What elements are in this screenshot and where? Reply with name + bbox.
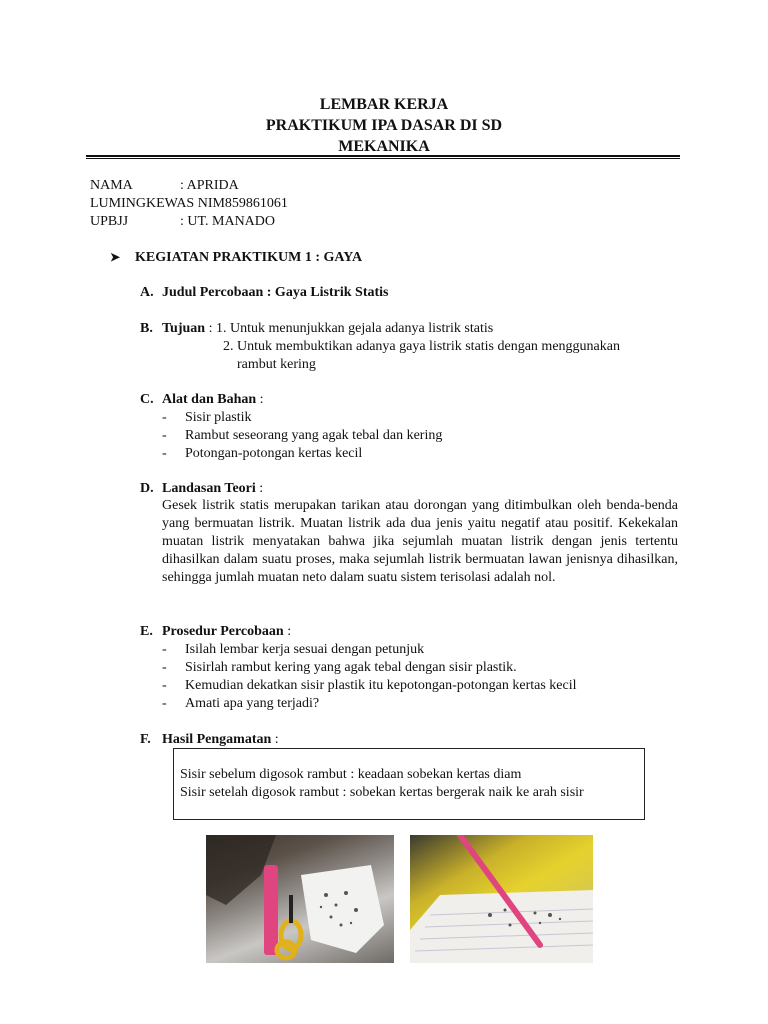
list-dash: - bbox=[162, 696, 167, 711]
observation-line-1: Sisir sebelum digosok rambut : keadaan sobekan kertas diam bbox=[180, 767, 522, 782]
section-f-heading bbox=[140, 731, 279, 749]
prosedur-list bbox=[162, 641, 577, 713]
page-title bbox=[0, 94, 768, 157]
title-line-3: MEKANIKA bbox=[338, 138, 430, 155]
identity-upbjj-row bbox=[90, 213, 288, 231]
photo-1-drawing bbox=[206, 835, 394, 963]
title-line-2: PRAKTIKUM IPA DASAR DI SD bbox=[265, 117, 503, 134]
section-a-heading bbox=[140, 284, 389, 302]
section-e-letter: E. bbox=[140, 624, 153, 639]
section-c-letter: C. bbox=[140, 392, 154, 407]
list-item-text: Isilah lembar kerja sesuai dengan petunjuk bbox=[185, 642, 425, 657]
identity-nama-row bbox=[90, 177, 288, 195]
list-item-text: Sisirlah rambut kering yang agak tebal dengan sisir plastik. bbox=[185, 660, 517, 675]
section-d-letter: D. bbox=[140, 481, 154, 496]
list-dash: - bbox=[162, 678, 167, 693]
list-dash: - bbox=[162, 410, 167, 425]
section-c-title: Alat dan Bahan bbox=[162, 392, 257, 407]
list-dash: - bbox=[162, 642, 167, 657]
section-a-letter: A. bbox=[140, 285, 154, 300]
observation-content bbox=[180, 766, 584, 802]
landasan-teori-paragraph: Gesek listrik statis merupakan tarikan atau dorongan yang ditimbulkan oleh benda-benda yang bermuatan listrik. Muatan listrik ada dua jenis yaitu negatif atau positif. Kekekalan muatan listrik menyatakan bahwa jika sejumlah muatan listrik dengan jenis tertentu dihasilkan dalam suatu proses, maka sejumlah listrik bermuatan lawan jenisnya dihasilkan, sehingga jumlah muatan neto dalam suatu sistem terisolasi adalah nol. bbox=[162, 498, 678, 585]
section-d-heading bbox=[140, 480, 263, 498]
observation-line-2: Sisir setelah digosok rambut : sobekan kertas bergerak naik ke arah sisir bbox=[180, 785, 584, 800]
section-e-sep: : bbox=[283, 624, 292, 639]
list-dash: - bbox=[162, 446, 167, 461]
section-e-heading bbox=[140, 623, 291, 641]
observation-box bbox=[173, 748, 645, 820]
list-item bbox=[162, 659, 577, 677]
title-divider bbox=[86, 155, 680, 159]
alat-bahan-list bbox=[162, 409, 442, 463]
photo-paper-sheet bbox=[301, 865, 384, 953]
list-item-text: Sisir plastik bbox=[185, 410, 252, 425]
tujuan-item-1: 1. Untuk menunjukkan gejala adanya listrik statis bbox=[215, 321, 494, 336]
upbjj-label: UPBJJ bbox=[90, 214, 129, 229]
section-c-sep: : bbox=[256, 392, 264, 407]
kegiatan-heading bbox=[110, 248, 362, 267]
experiment-photo-2 bbox=[410, 835, 593, 963]
list-item-text: Potongan-potongan kertas kecil bbox=[185, 446, 363, 461]
tujuan-item-2-cont: rambut kering bbox=[237, 357, 316, 372]
list-item bbox=[162, 677, 577, 695]
list-item-text: Amati apa yang terjadi? bbox=[185, 696, 320, 711]
list-item bbox=[162, 641, 577, 659]
title-line-1: LEMBAR KERJA bbox=[319, 96, 449, 113]
kegiatan-title: KEGIATAN PRAKTIKUM 1 : GAYA bbox=[135, 250, 363, 265]
identity-line-2: LUMINGKEWAS NIM859861061 bbox=[90, 196, 288, 211]
section-b-letter: B. bbox=[140, 321, 153, 336]
section-a-title: Judul Percobaan : Gaya Listrik Statis bbox=[162, 285, 389, 300]
section-d-title: Landasan Teori bbox=[162, 481, 256, 496]
section-b-sep: : bbox=[205, 321, 216, 336]
section-d-sep: : bbox=[255, 481, 264, 496]
upbjj-value: : UT. MANADO bbox=[180, 214, 276, 229]
identity-block bbox=[90, 177, 288, 231]
list-item bbox=[162, 445, 442, 463]
list-item-text: Rambut seseorang yang agak tebal dan kering bbox=[185, 428, 443, 443]
section-b-title: Tujuan bbox=[162, 321, 206, 336]
section-f-letter: F. bbox=[140, 732, 151, 747]
section-f-sep: : bbox=[271, 732, 279, 747]
section-b-heading bbox=[140, 320, 493, 338]
photo-comb bbox=[264, 865, 278, 955]
photo-2-drawing bbox=[410, 835, 593, 963]
nama-label: NAMA bbox=[90, 178, 133, 193]
section-e-title: Prosedur Percobaan bbox=[162, 624, 284, 639]
list-item bbox=[162, 427, 442, 445]
nama-value: : APRIDA bbox=[180, 178, 239, 193]
list-item-text: Kemudian dekatkan sisir plastik itu kepotongan-potongan kertas kecil bbox=[185, 678, 577, 693]
experiment-photo-1 bbox=[206, 835, 394, 963]
list-item bbox=[162, 409, 442, 427]
photo-scissors bbox=[277, 895, 301, 958]
list-dash: - bbox=[162, 660, 167, 675]
section-c-heading bbox=[140, 391, 264, 409]
list-dash: - bbox=[162, 428, 167, 443]
section-f-title: Hasil Pengamatan bbox=[162, 732, 272, 747]
arrow-bullet-icon: ➤ bbox=[110, 250, 121, 264]
tujuan-item-2: 2. Untuk membuktikan adanya gaya listrik statis dengan menggunakan bbox=[223, 339, 620, 354]
list-item bbox=[162, 695, 577, 713]
